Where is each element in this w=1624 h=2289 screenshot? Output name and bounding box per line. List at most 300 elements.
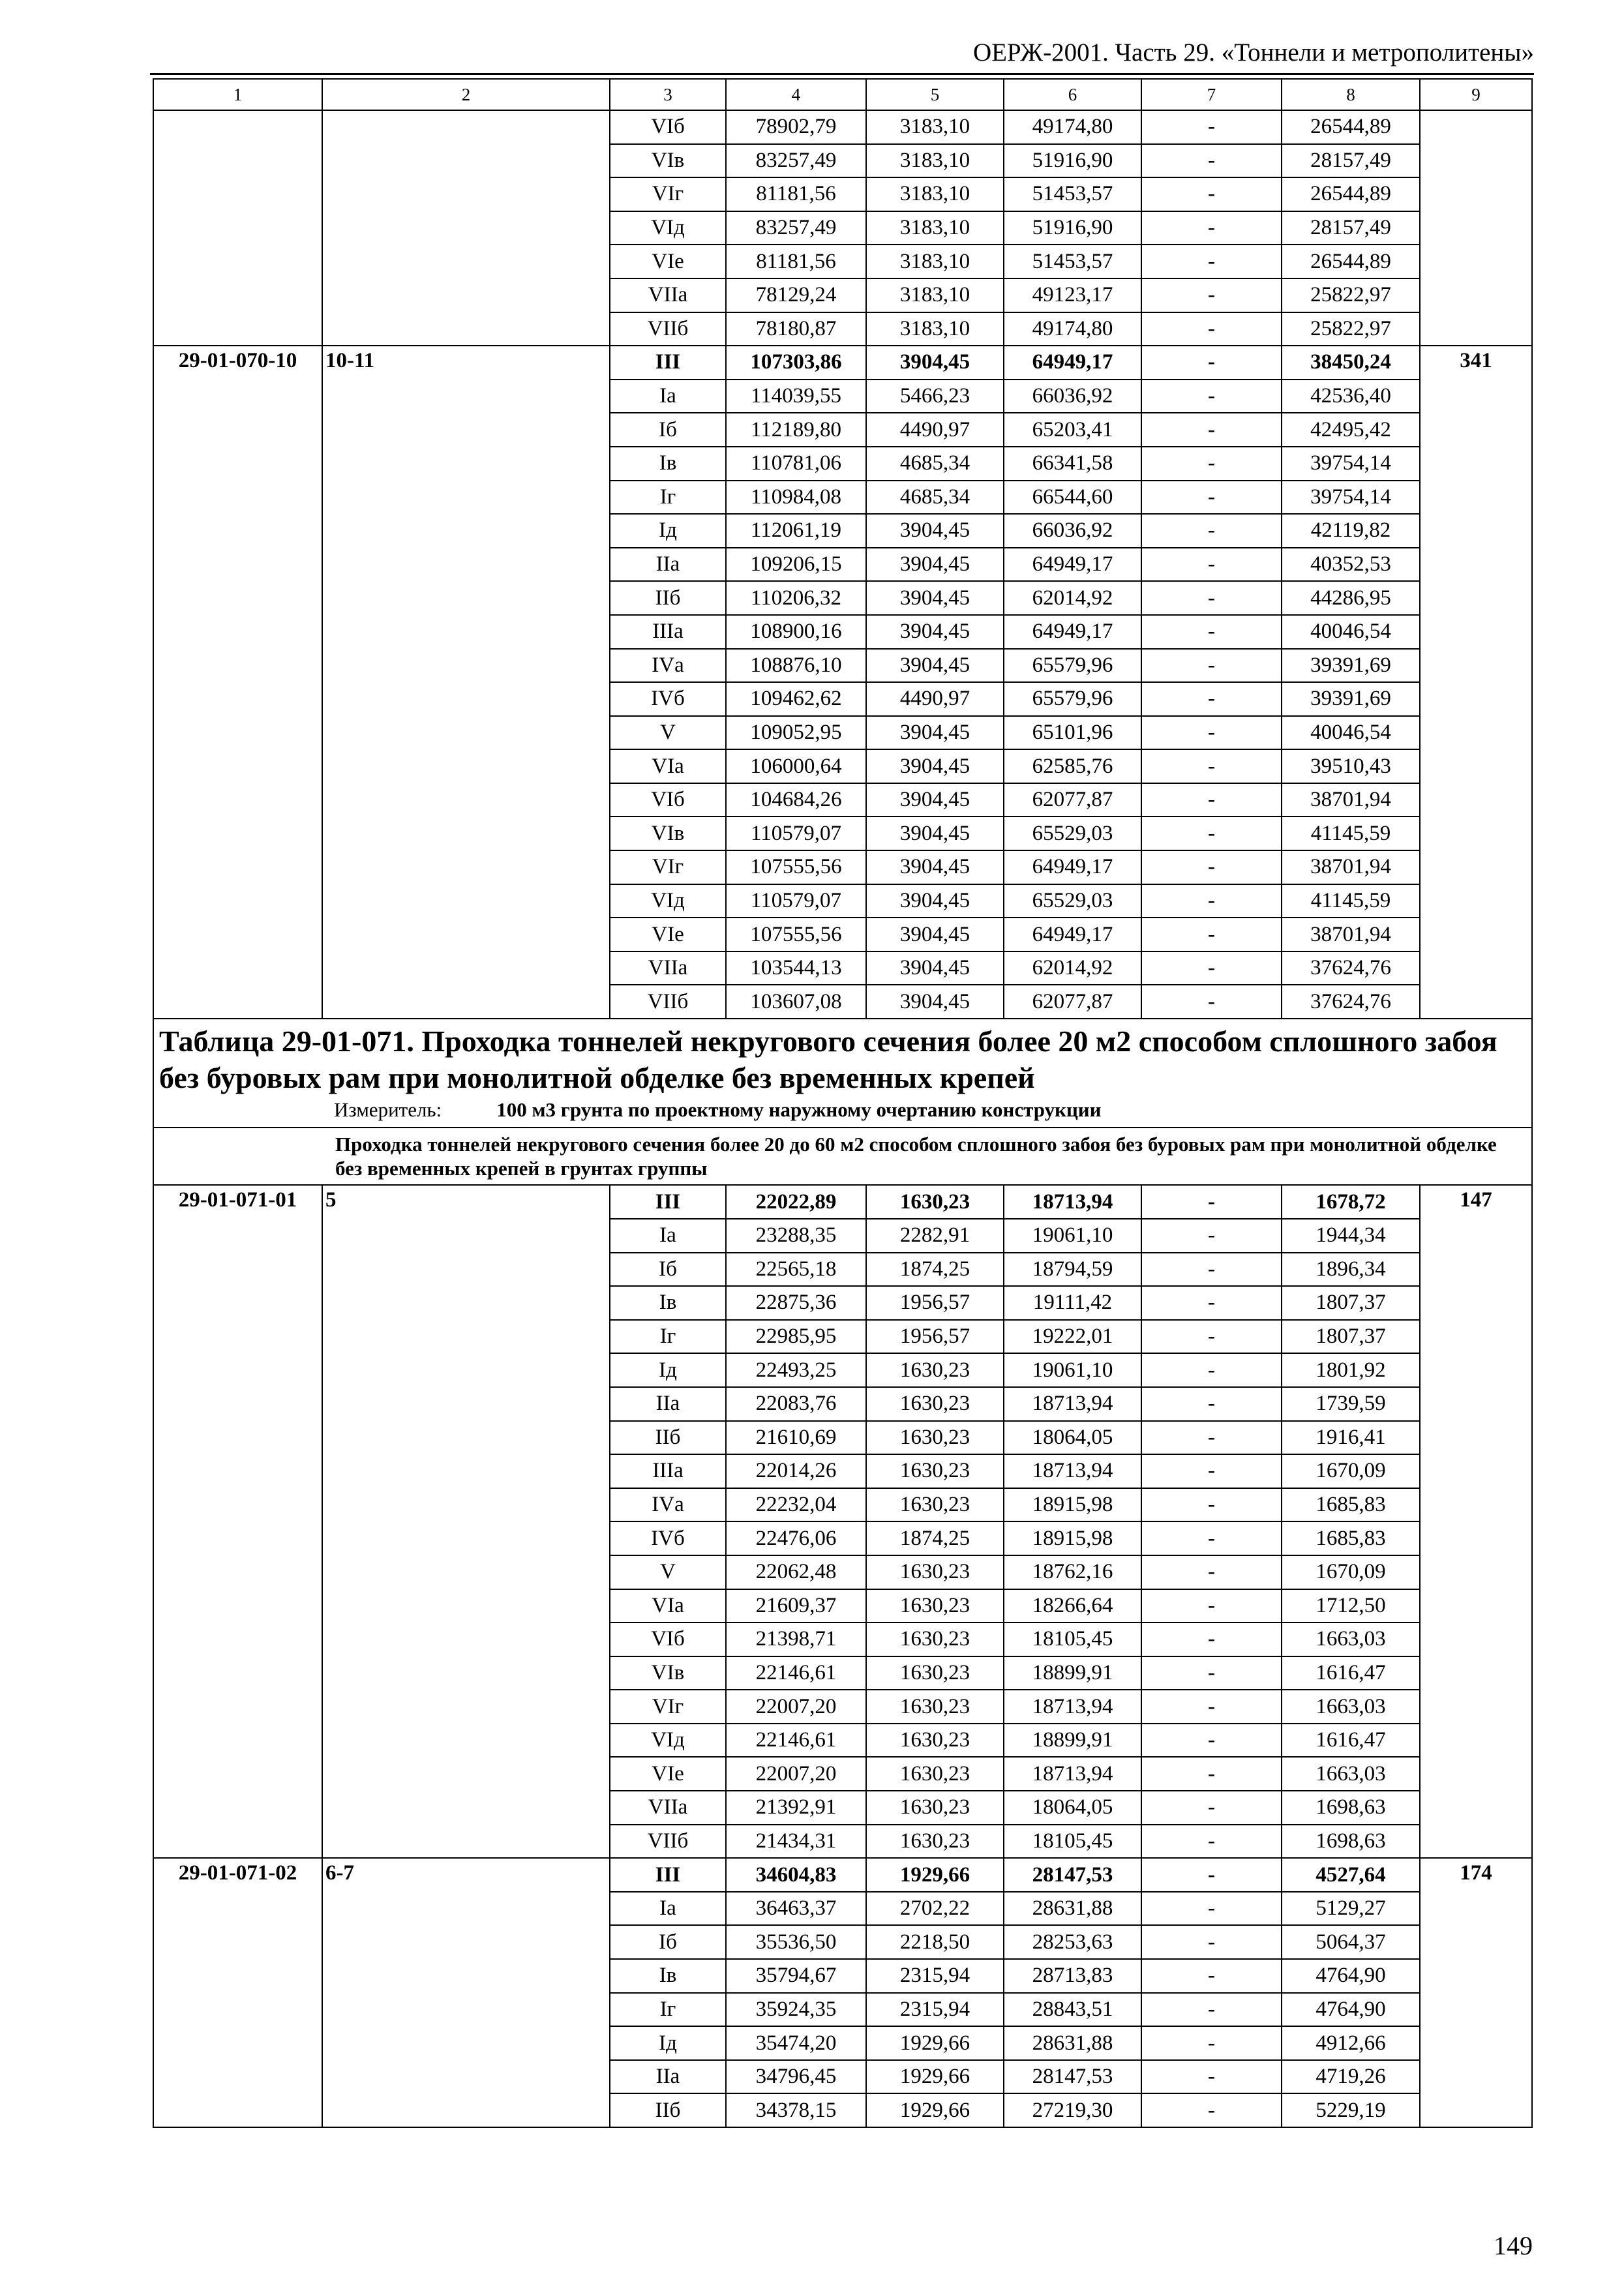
driver-wages-cell: - <box>1141 1858 1282 1892</box>
table-row <box>153 1858 1532 1892</box>
machines-cell: 28631,88 <box>1004 1892 1141 1926</box>
resource-group-cell: VIб <box>610 110 726 144</box>
materials-cell: 1896,34 <box>1282 1253 1420 1287</box>
total-cost-cell: 107303,86 <box>726 346 866 380</box>
machines-cell: 49123,17 <box>1004 278 1141 312</box>
driver-wages-cell: - <box>1141 447 1282 481</box>
driver-wages-cell: - <box>1141 1690 1282 1724</box>
wages-cell: 3904,45 <box>866 649 1004 683</box>
materials-cell: 39391,69 <box>1282 682 1420 716</box>
materials-cell: 39754,14 <box>1282 447 1420 481</box>
materials-cell: 44286,95 <box>1282 581 1420 615</box>
wages-cell: 3904,45 <box>866 615 1004 649</box>
resource-group-cell: VIб <box>610 783 726 817</box>
wages-cell: 1874,25 <box>866 1253 1004 1287</box>
machines-cell: 28843,51 <box>1004 1993 1141 2027</box>
total-cost-cell: 22146,61 <box>726 1656 866 1690</box>
resource-group-cell: VIа <box>610 1589 726 1623</box>
norm-code-cell: 29-01-071-02 <box>153 1858 322 2127</box>
materials-cell: 28157,49 <box>1282 211 1420 245</box>
materials-cell: 26544,89 <box>1282 177 1420 211</box>
driver-wages-cell: - <box>1141 918 1282 951</box>
total-cost-cell: 81181,56 <box>726 245 866 278</box>
table-heading-row <box>153 1019 1532 1128</box>
driver-wages-cell: - <box>1141 144 1282 178</box>
column-number: 8 <box>1282 79 1420 110</box>
resource-group-cell: IIб <box>610 581 726 615</box>
resource-group-cell: Iа <box>610 1892 726 1926</box>
materials-cell: 1685,83 <box>1282 1521 1420 1555</box>
page-number: 149 <box>1494 2231 1533 2260</box>
resource-group-cell: VIв <box>610 1656 726 1690</box>
resource-group-cell: Iг <box>610 1320 726 1354</box>
wages-cell: 1929,66 <box>866 1858 1004 1892</box>
machines-cell: 18915,98 <box>1004 1521 1141 1555</box>
total-cost-cell: 78902,79 <box>726 110 866 144</box>
machines-cell: 18105,45 <box>1004 1623 1141 1656</box>
total-cost-cell: 21398,71 <box>726 1623 866 1656</box>
total-cost-cell: 83257,49 <box>726 211 866 245</box>
total-cost-cell: 107555,56 <box>726 918 866 951</box>
column-number: 9 <box>1420 79 1532 110</box>
machines-cell: 65203,41 <box>1004 413 1141 447</box>
resource-group-cell: VIг <box>610 1690 726 1724</box>
header-rule <box>150 73 1534 75</box>
wages-cell: 1630,23 <box>866 1825 1004 1859</box>
resource-group-cell: VIа <box>610 749 726 783</box>
materials-cell: 39391,69 <box>1282 649 1420 683</box>
running-header: ОЕРЖ-2001. Часть 29. «Тоннели и метрополитены» <box>972 38 1534 67</box>
driver-wages-cell: - <box>1141 1387 1282 1421</box>
driver-wages-cell: - <box>1141 1353 1282 1387</box>
driver-wages-cell: - <box>1141 850 1282 884</box>
total-cost-cell: 104684,26 <box>726 783 866 817</box>
materials-cell: 26544,89 <box>1282 110 1420 144</box>
machines-cell: 66544,60 <box>1004 481 1141 515</box>
total-cost-cell: 103544,13 <box>726 951 866 985</box>
wages-cell: 3904,45 <box>866 783 1004 817</box>
resource-group-cell: VIг <box>610 850 726 884</box>
driver-wages-cell: - <box>1141 1791 1282 1825</box>
resource-group-cell: Iб <box>610 413 726 447</box>
column-number: 7 <box>1141 79 1282 110</box>
total-cost-cell: 108876,10 <box>726 649 866 683</box>
total-cost-cell: 78180,87 <box>726 312 866 346</box>
driver-wages-cell: - <box>1141 1421 1282 1455</box>
wages-cell: 1630,23 <box>866 1488 1004 1522</box>
materials-cell: 40046,54 <box>1282 716 1420 750</box>
machines-cell: 51916,90 <box>1004 144 1141 178</box>
resource-group-cell: Iв <box>610 447 726 481</box>
resource-group-cell: VIIа <box>610 951 726 985</box>
wages-cell: 1630,23 <box>866 1185 1004 1219</box>
driver-wages-cell: - <box>1141 481 1282 515</box>
machines-cell: 18899,91 <box>1004 1724 1141 1758</box>
driver-wages-cell: - <box>1141 1623 1282 1656</box>
resource-group-cell: VIв <box>610 144 726 178</box>
wages-cell: 1630,23 <box>866 1724 1004 1758</box>
rates-table <box>153 78 1533 2128</box>
materials-cell: 1670,09 <box>1282 1454 1420 1488</box>
materials-cell: 38701,94 <box>1282 783 1420 817</box>
driver-wages-cell: - <box>1141 177 1282 211</box>
wages-cell: 5466,23 <box>866 380 1004 413</box>
resource-group-cell: IIIа <box>610 1454 726 1488</box>
wages-cell: 4490,97 <box>866 413 1004 447</box>
resource-group-cell: IIб <box>610 1421 726 1455</box>
materials-cell: 1916,41 <box>1282 1421 1420 1455</box>
materials-cell: 25822,97 <box>1282 312 1420 346</box>
wages-cell: 3183,10 <box>866 144 1004 178</box>
resource-group-cell: V <box>610 1555 726 1589</box>
total-cost-cell: 36463,37 <box>726 1892 866 1926</box>
total-cost-cell: 22062,48 <box>726 1555 866 1589</box>
materials-cell: 39754,14 <box>1282 481 1420 515</box>
norm-param-cell: 6-7 <box>322 1858 610 2127</box>
param-cell <box>322 110 610 346</box>
materials-cell: 4764,90 <box>1282 1959 1420 1993</box>
driver-wages-cell: - <box>1141 1454 1282 1488</box>
resource-group-cell: III <box>610 346 726 380</box>
total-cost-cell: 22014,26 <box>726 1454 866 1488</box>
machines-cell: 18899,91 <box>1004 1656 1141 1690</box>
machines-cell: 66036,92 <box>1004 380 1141 413</box>
driver-wages-cell: - <box>1141 1219 1282 1253</box>
driver-wages-cell: - <box>1141 514 1282 548</box>
resource-group-cell: IVб <box>610 682 726 716</box>
machines-cell: 65579,96 <box>1004 649 1141 683</box>
total-cost-cell: 78129,24 <box>726 278 866 312</box>
total-cost-cell: 103607,08 <box>726 985 866 1019</box>
wages-cell: 2315,94 <box>866 1993 1004 2027</box>
machines-cell: 51453,57 <box>1004 245 1141 278</box>
resource-group-cell: VIг <box>610 177 726 211</box>
resource-group-cell: VIе <box>610 918 726 951</box>
materials-cell: 38701,94 <box>1282 918 1420 951</box>
driver-wages-cell: - <box>1141 816 1282 850</box>
resource-group-cell: IVб <box>610 1521 726 1555</box>
total-cost-cell: 110984,08 <box>726 481 866 515</box>
machines-cell: 62077,87 <box>1004 985 1141 1019</box>
driver-wages-cell: - <box>1141 783 1282 817</box>
subtitle-row <box>153 1128 1532 1185</box>
materials-cell: 1807,37 <box>1282 1320 1420 1354</box>
total-cost-cell: 22565,18 <box>726 1253 866 1287</box>
wages-cell: 2315,94 <box>866 1959 1004 1993</box>
total-cost-cell: 112189,80 <box>726 413 866 447</box>
total-cost-cell: 110579,07 <box>726 884 866 918</box>
machines-cell: 18915,98 <box>1004 1488 1141 1522</box>
driver-wages-cell: - <box>1141 380 1282 413</box>
table-row <box>153 110 1532 144</box>
machines-cell: 51453,57 <box>1004 177 1141 211</box>
machines-cell: 62077,87 <box>1004 783 1141 817</box>
resource-group-cell: VIIб <box>610 1825 726 1859</box>
column-number: 5 <box>866 79 1004 110</box>
resource-group-cell: IIа <box>610 2060 726 2094</box>
materials-cell: 25822,97 <box>1282 278 1420 312</box>
driver-wages-cell: - <box>1141 245 1282 278</box>
driver-wages-cell: - <box>1141 278 1282 312</box>
machines-cell: 19111,42 <box>1004 1286 1141 1320</box>
wages-cell: 1630,23 <box>866 1623 1004 1656</box>
driver-wages-cell: - <box>1141 951 1282 985</box>
resource-group-cell: III <box>610 1185 726 1219</box>
wages-cell: 3904,45 <box>866 884 1004 918</box>
machines-cell: 65101,96 <box>1004 716 1141 750</box>
total-cost-cell: 23288,35 <box>726 1219 866 1253</box>
wages-cell: 1874,25 <box>866 1521 1004 1555</box>
machines-cell: 27219,30 <box>1004 2093 1141 2127</box>
wages-cell: 3904,45 <box>866 581 1004 615</box>
wages-cell: 2282,91 <box>866 1219 1004 1253</box>
column-number: 2 <box>322 79 610 110</box>
wages-cell: 3183,10 <box>866 278 1004 312</box>
materials-cell: 42536,40 <box>1282 380 1420 413</box>
total-cost-cell: 109052,95 <box>726 716 866 750</box>
total-cost-cell: 22232,04 <box>726 1488 866 1522</box>
resource-group-cell: Iв <box>610 1286 726 1320</box>
machines-cell: 28713,83 <box>1004 1959 1141 1993</box>
total-cost-cell: 22007,20 <box>726 1690 866 1724</box>
materials-cell: 4719,26 <box>1282 2060 1420 2094</box>
total-cost-cell: 21434,31 <box>726 1825 866 1859</box>
machines-cell: 64949,17 <box>1004 346 1141 380</box>
driver-wages-cell: - <box>1141 1521 1282 1555</box>
total-cost-cell: 34378,15 <box>726 2093 866 2127</box>
wages-cell: 3904,45 <box>866 850 1004 884</box>
resource-group-cell: VIIб <box>610 985 726 1019</box>
materials-cell: 38701,94 <box>1282 850 1420 884</box>
resource-group-cell: Iа <box>610 1219 726 1253</box>
total-cost-cell: 35474,20 <box>726 2026 866 2060</box>
materials-cell: 1698,63 <box>1282 1791 1420 1825</box>
driver-wages-cell: - <box>1141 581 1282 615</box>
machines-cell: 18713,94 <box>1004 1690 1141 1724</box>
norm-code-cell: 29-01-070-10 <box>153 346 322 1019</box>
total-cost-cell: 81181,56 <box>726 177 866 211</box>
total-cost-cell: 110206,32 <box>726 581 866 615</box>
driver-wages-cell: - <box>1141 1320 1282 1354</box>
norm-param-cell: 10-11 <box>322 346 610 1019</box>
table-row <box>153 1185 1532 1219</box>
driver-wages-cell: - <box>1141 1589 1282 1623</box>
driver-wages-cell: - <box>1141 2060 1282 2094</box>
column-number-row <box>153 79 1532 110</box>
column-number: 6 <box>1004 79 1141 110</box>
resource-group-cell: VIв <box>610 816 726 850</box>
norm-code-cell: 29-01-071-01 <box>153 1185 322 1858</box>
driver-wages-cell: - <box>1141 1185 1282 1219</box>
measure-value: 100 м3 грунта по проектному наружному очертанию конструкции <box>496 1098 1102 1122</box>
driver-wages-cell: - <box>1141 2093 1282 2127</box>
resource-group-cell: III <box>610 1858 726 1892</box>
driver-wages-cell: - <box>1141 1959 1282 1993</box>
column-number: 1 <box>153 79 322 110</box>
driver-wages-cell: - <box>1141 749 1282 783</box>
machines-cell: 18713,94 <box>1004 1387 1141 1421</box>
materials-cell: 40046,54 <box>1282 615 1420 649</box>
total-cost-cell: 21609,37 <box>726 1589 866 1623</box>
materials-cell: 39510,43 <box>1282 749 1420 783</box>
materials-cell: 1712,50 <box>1282 1589 1420 1623</box>
wages-cell: 3183,10 <box>866 312 1004 346</box>
machines-cell: 19222,01 <box>1004 1320 1141 1354</box>
total-cost-cell: 108900,16 <box>726 615 866 649</box>
machines-cell: 18064,05 <box>1004 1421 1141 1455</box>
total-cost-cell: 34604,83 <box>726 1858 866 1892</box>
machines-cell: 19061,10 <box>1004 1219 1141 1253</box>
rates-table-body <box>153 79 1532 2127</box>
resource-group-cell: Iд <box>610 2026 726 2060</box>
wages-cell: 1630,23 <box>866 1421 1004 1455</box>
resource-group-cell: IVа <box>610 649 726 683</box>
resource-group-cell: IVа <box>610 1488 726 1522</box>
resource-group-cell: IIа <box>610 1387 726 1421</box>
total-cost-cell: 21610,69 <box>726 1421 866 1455</box>
machines-cell: 49174,80 <box>1004 110 1141 144</box>
resource-group-cell: IIа <box>610 548 726 582</box>
total-cost-cell: 109206,15 <box>726 548 866 582</box>
materials-cell: 42495,42 <box>1282 413 1420 447</box>
measure-line <box>334 1096 1531 1123</box>
machines-cell: 51916,90 <box>1004 211 1141 245</box>
machines-cell: 62585,76 <box>1004 749 1141 783</box>
materials-cell: 37624,76 <box>1282 985 1420 1019</box>
materials-cell: 1739,59 <box>1282 1387 1420 1421</box>
resource-group-cell: VIд <box>610 1724 726 1758</box>
resource-group-cell: Iг <box>610 1993 726 2027</box>
code-cell <box>153 110 322 346</box>
materials-cell: 1678,72 <box>1282 1185 1420 1219</box>
resource-group-cell: Iд <box>610 1353 726 1387</box>
wages-cell: 2218,50 <box>866 1925 1004 1959</box>
col9-cell: 341 <box>1420 346 1532 1019</box>
resource-group-cell: VIд <box>610 884 726 918</box>
table-row <box>153 346 1532 380</box>
materials-cell: 1944,34 <box>1282 1219 1420 1253</box>
materials-cell: 38450,24 <box>1282 346 1420 380</box>
driver-wages-cell: - <box>1141 1724 1282 1758</box>
wages-cell: 3183,10 <box>866 110 1004 144</box>
machines-cell: 65529,03 <box>1004 816 1141 850</box>
driver-wages-cell: - <box>1141 716 1282 750</box>
total-cost-cell: 107555,56 <box>726 850 866 884</box>
materials-cell: 1685,83 <box>1282 1488 1420 1522</box>
total-cost-cell: 109462,62 <box>726 682 866 716</box>
machines-cell: 66341,58 <box>1004 447 1141 481</box>
total-cost-cell: 112061,19 <box>726 514 866 548</box>
machines-cell: 64949,17 <box>1004 850 1141 884</box>
materials-cell: 41145,59 <box>1282 884 1420 918</box>
machines-cell: 18762,16 <box>1004 1555 1141 1589</box>
materials-cell: 1616,47 <box>1282 1656 1420 1690</box>
wages-cell: 4685,34 <box>866 447 1004 481</box>
materials-cell: 5064,37 <box>1282 1925 1420 1959</box>
wages-cell: 4685,34 <box>866 481 1004 515</box>
machines-cell: 18266,64 <box>1004 1589 1141 1623</box>
driver-wages-cell: - <box>1141 649 1282 683</box>
wages-cell: 1929,66 <box>866 2093 1004 2127</box>
machines-cell: 66036,92 <box>1004 514 1141 548</box>
total-cost-cell: 35924,35 <box>726 1993 866 2027</box>
driver-wages-cell: - <box>1141 312 1282 346</box>
resource-group-cell: VIе <box>610 1757 726 1791</box>
wages-cell: 1630,23 <box>866 1690 1004 1724</box>
wages-cell: 3904,45 <box>866 716 1004 750</box>
col9-cell: 147 <box>1420 1185 1532 1858</box>
materials-cell: 1698,63 <box>1282 1825 1420 1859</box>
resource-group-cell: IIIа <box>610 615 726 649</box>
column-number: 3 <box>610 79 726 110</box>
resource-group-cell: VIIа <box>610 278 726 312</box>
total-cost-cell: 22022,89 <box>726 1185 866 1219</box>
wages-cell: 1630,23 <box>866 1555 1004 1589</box>
machines-cell: 18713,94 <box>1004 1757 1141 1791</box>
driver-wages-cell: - <box>1141 1892 1282 1926</box>
materials-cell: 1801,92 <box>1282 1353 1420 1387</box>
materials-cell: 1807,37 <box>1282 1286 1420 1320</box>
driver-wages-cell: - <box>1141 2026 1282 2060</box>
resource-group-cell: VIб <box>610 1623 726 1656</box>
driver-wages-cell: - <box>1141 548 1282 582</box>
resource-group-cell: VIIб <box>610 312 726 346</box>
driver-wages-cell: - <box>1141 1555 1282 1589</box>
wages-cell: 1956,57 <box>866 1320 1004 1354</box>
machines-cell: 19061,10 <box>1004 1353 1141 1387</box>
resource-group-cell: VIд <box>610 211 726 245</box>
materials-cell: 4527,64 <box>1282 1858 1420 1892</box>
wages-cell: 2702,22 <box>866 1892 1004 1926</box>
machines-cell: 65529,03 <box>1004 884 1141 918</box>
wages-cell: 1630,23 <box>866 1387 1004 1421</box>
materials-cell: 37624,76 <box>1282 951 1420 985</box>
materials-cell: 40352,53 <box>1282 548 1420 582</box>
driver-wages-cell: - <box>1141 884 1282 918</box>
total-cost-cell: 22985,95 <box>726 1320 866 1354</box>
resource-group-cell: VIIа <box>610 1791 726 1825</box>
driver-wages-cell: - <box>1141 413 1282 447</box>
driver-wages-cell: - <box>1141 1757 1282 1791</box>
driver-wages-cell: - <box>1141 1253 1282 1287</box>
resource-group-cell: IIб <box>610 2093 726 2127</box>
machines-cell: 65579,96 <box>1004 682 1141 716</box>
driver-wages-cell: - <box>1141 1286 1282 1320</box>
wages-cell: 3904,45 <box>866 346 1004 380</box>
wages-cell: 1630,23 <box>866 1353 1004 1387</box>
machines-cell: 28253,63 <box>1004 1925 1141 1959</box>
norm-param-cell: 5 <box>322 1185 610 1858</box>
materials-cell: 1670,09 <box>1282 1555 1420 1589</box>
column-number: 4 <box>726 79 866 110</box>
materials-cell: 4764,90 <box>1282 1993 1420 2027</box>
total-cost-cell: 22007,20 <box>726 1757 866 1791</box>
wages-cell: 3904,45 <box>866 749 1004 783</box>
machines-cell: 28631,88 <box>1004 2026 1141 2060</box>
materials-cell: 1663,03 <box>1282 1690 1420 1724</box>
materials-cell: 41145,59 <box>1282 816 1420 850</box>
total-cost-cell: 22476,06 <box>726 1521 866 1555</box>
machines-cell: 28147,53 <box>1004 1858 1141 1892</box>
materials-cell: 1663,03 <box>1282 1757 1420 1791</box>
machines-cell: 49174,80 <box>1004 312 1141 346</box>
materials-cell: 4912,66 <box>1282 2026 1420 2060</box>
wages-cell: 3183,10 <box>866 177 1004 211</box>
wages-cell: 1630,23 <box>866 1757 1004 1791</box>
driver-wages-cell: - <box>1141 1656 1282 1690</box>
materials-cell: 5129,27 <box>1282 1892 1420 1926</box>
driver-wages-cell: - <box>1141 211 1282 245</box>
